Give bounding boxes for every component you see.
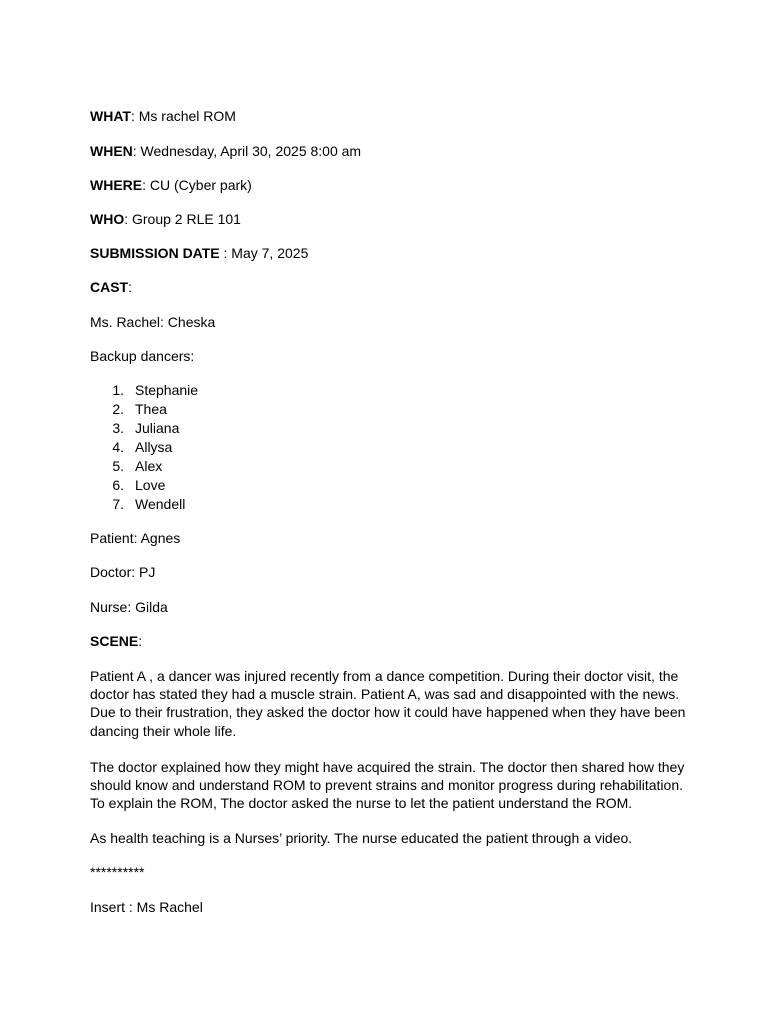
submission-date-label: SUBMISSION DATE: [90, 245, 220, 261]
list-number: 5.: [112, 458, 124, 474]
list-number: 6.: [112, 477, 124, 493]
what-value: : Ms rachel ROM: [130, 108, 236, 124]
submission-date-value: : May 7, 2025: [219, 245, 309, 261]
what-line: [90, 108, 236, 125]
where-value: : CU (Cyber park): [142, 177, 252, 193]
list-item: [90, 496, 186, 513]
nurse-cast: Nurse: Gilda: [90, 599, 168, 615]
dancer-name: Allysa: [135, 439, 173, 455]
submission-date-line: [90, 245, 308, 262]
who-label: WHO: [90, 211, 125, 227]
who-line: [90, 211, 241, 228]
scene-paragraph-1: [90, 667, 690, 740]
scene-paragraph-2: [90, 758, 690, 813]
cast-heading: [90, 279, 132, 296]
list-number: 7.: [112, 496, 124, 512]
list-number: 1.: [112, 382, 124, 398]
who-value: : Group 2 RLE 101: [124, 211, 241, 227]
list-item: [90, 382, 199, 399]
backup-dancers-heading: Backup dancers:: [90, 348, 195, 364]
paragraph-line: dancing their whole life.: [90, 722, 237, 739]
doctor-cast: Doctor: PJ: [90, 564, 156, 580]
paragraph-line: doctor has stated they had a muscle strain. Patient A, was sad and disappointed with the news.: [90, 686, 680, 703]
list-item: [90, 439, 173, 456]
paragraph-line: The doctor explained how they might have acquired the strain. The doctor then shared how they: [90, 759, 685, 775]
paragraph-line: should know and understand ROM to prevent strains and monitor progress during rehabilitation.: [90, 777, 683, 794]
dancer-name: Alex: [135, 458, 163, 474]
list-number: 4.: [112, 439, 124, 455]
scene-label: SCENE: [90, 633, 139, 649]
dancer-name: Thea: [135, 401, 167, 417]
cast-label: CAST: [90, 279, 129, 295]
paragraph-line: Due to their frustration, they asked the doctor how it could have happened when they have been: [90, 704, 686, 721]
scene-heading: [90, 633, 142, 650]
ms-rachel-cast: Ms. Rachel: Cheska: [90, 314, 216, 330]
list-number: 3.: [112, 420, 124, 436]
separator-asterisks: **********: [90, 864, 145, 880]
list-item: [90, 401, 167, 418]
where-line: [90, 177, 252, 194]
when-label: WHEN: [90, 143, 133, 159]
insert-line: Insert : Ms Rachel: [90, 899, 203, 915]
paragraph-line: To explain the ROM, The doctor asked the nurse to let the patient understand the ROM.: [90, 795, 633, 812]
list-item: [90, 477, 166, 494]
when-value: : Wednesday, April 30, 2025 8:00 am: [132, 143, 362, 159]
paragraph-line: Patient A , a dancer was injured recently from a dance competition. During their doctor visit, the: [90, 668, 679, 684]
cast-colon: :: [128, 279, 133, 295]
dancer-name: Stephanie: [135, 382, 199, 398]
where-label: WHERE: [90, 177, 143, 193]
list-number: 2.: [112, 401, 124, 417]
list-item: [90, 420, 180, 437]
what-label: WHAT: [90, 108, 131, 124]
dancer-name: Juliana: [135, 420, 180, 436]
scene-colon: :: [138, 633, 143, 649]
dancer-name: Wendell: [135, 496, 186, 512]
dancer-name: Love: [135, 477, 166, 493]
scene-paragraph-3: As health teaching is a Nurses’ priority. The nurse educated the patient through a video.: [90, 830, 633, 846]
list-item: [90, 458, 163, 475]
patient-cast: Patient: Agnes: [90, 530, 181, 546]
when-line: [90, 143, 361, 160]
